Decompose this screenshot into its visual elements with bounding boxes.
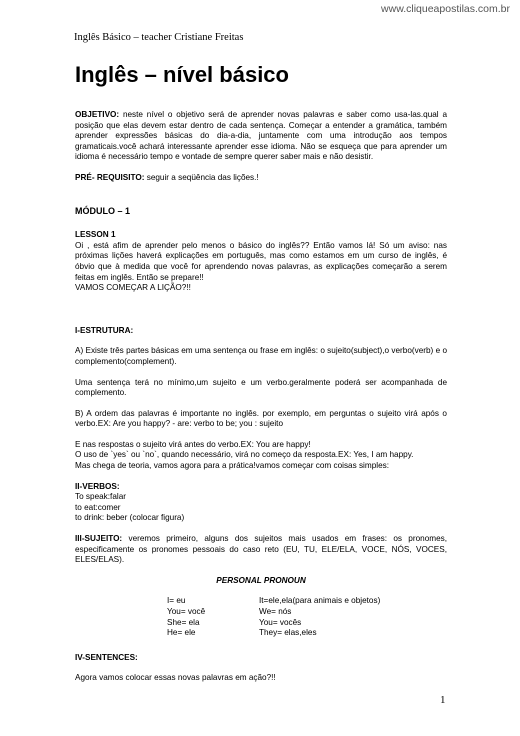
structure-yes-no-line: O uso de `yes` ou `no`, quando necessário, virá no começo da resposta.EX: Yes, I am happy. bbox=[75, 450, 414, 460]
subject-paragraph bbox=[75, 534, 447, 566]
verb-item: to eat:comer bbox=[75, 502, 121, 512]
objective-paragraph bbox=[75, 110, 447, 163]
subject-label: III-SUJEITO: bbox=[75, 534, 123, 544]
table-cell: They= elas,eles bbox=[259, 628, 317, 638]
table-cell: You= você bbox=[167, 607, 206, 616]
document-title: Inglês – nível básico bbox=[75, 62, 289, 87]
sentences-text: Agora vamos colocar essas novas palavras em ação?!! bbox=[75, 673, 276, 683]
verb-item: to drink: beber (colocar figura) bbox=[75, 513, 185, 523]
lesson-closing: VAMOS COMEÇAR A LIÇÃO?!! bbox=[75, 283, 191, 293]
running-header: Inglês Básico – teacher Cristiane Freitas bbox=[74, 32, 244, 43]
sentences-heading: IV-SENTENCES: bbox=[75, 652, 138, 662]
pronoun-table bbox=[167, 596, 380, 638]
structure-practice-line: Mas chega de teoria, vamos agora para a prática!vamos começar com coisas simples: bbox=[75, 461, 389, 471]
lesson-heading: LESSON 1 bbox=[75, 230, 116, 240]
subject-text: veremos primeiro, alguns dos sujeitos mais usados em frases: os pronomes, especificamente os pronomes pessoais do caso reto (EU, TU, ELE/ELA, VOCE, NÓS, VOCES, ELES/ELAS). bbox=[75, 534, 447, 565]
table-cell: You= vocês bbox=[259, 617, 302, 627]
pronoun-table-title: PERSONAL PRONOUN bbox=[216, 575, 306, 585]
document-body bbox=[75, 62, 447, 684]
table-cell: It=ele,ela(para animais e objetos) bbox=[259, 596, 381, 606]
structure-paragraph-b: B) A ordem das palavras é importante no inglês. por exemplo, em perguntas o sujeito virá após o verbo.EX: Are you happy? - are: verbo to be; you : sujeito bbox=[75, 408, 447, 429]
site-watermark: www.cliqueapostilas.com.br bbox=[381, 3, 510, 15]
structure-answers-line: E nas respostas o sujeito virá antes do verbo.EX: You are happy! bbox=[75, 439, 311, 449]
table-cell: We= nós bbox=[259, 607, 292, 616]
verbs-heading: II-VERBOS: bbox=[75, 481, 120, 491]
verb-item: To speak:falar bbox=[75, 492, 126, 502]
objective-label: OBJETIVO: bbox=[75, 110, 120, 119]
prerequisite-paragraph bbox=[75, 173, 447, 184]
prerequisite-text: seguir a seqüência das lições.! bbox=[144, 172, 259, 182]
page-number: 1 bbox=[440, 694, 446, 706]
table-cell: I= eu bbox=[167, 596, 186, 606]
table-cell: He= ele bbox=[167, 628, 196, 638]
prerequisite-label: PRÉ- REQUISITO: bbox=[75, 172, 145, 182]
table-row bbox=[167, 628, 380, 639]
structure-paragraph-rule: Uma sentença terá no mínimo,um sujeito e um verbo.geralmente poderá ser acompanhada de complemento. bbox=[75, 377, 447, 398]
objective-text: neste nível o objetivo será de aprender novas palavras e saber como usa-las.qual a posição que elas devem estar dentro de cada sentença. Começar a entender a gramática, também aprender expressões básicas do dia-a-dia, juntamente com uma introdução aos tempos gramaticais.você achará interessante aprender esse idioma. Não se esqueça que para aprender um idioma é necessário tempo e vontade de sempre querer saber mais e não desistir. bbox=[75, 110, 447, 162]
structure-heading: I-ESTRUTURA: bbox=[75, 325, 134, 335]
lesson-text: Oi , está afim de aprender pelo menos o básico do inglês?? Então vamos lá! Só um aviso: nas próximas lições haverá explicações em português, mas como estamos em um curso de inglês, é óbvio que à medida que você for aprendendo novas palavras, as explicações começarão a serem feitas em inglês. Então se prepare!! bbox=[75, 240, 447, 282]
module-heading: MÓDULO – 1 bbox=[75, 205, 131, 216]
table-cell: She= ela bbox=[167, 617, 200, 627]
structure-paragraph-a: A) Existe três partes básicas em uma sentença ou frase em inglês: o sujeito(subject),o verbo(verb) e o complemento(complement). bbox=[75, 346, 447, 366]
table-row bbox=[167, 596, 380, 607]
table-row bbox=[167, 618, 380, 629]
table-row bbox=[167, 607, 380, 618]
